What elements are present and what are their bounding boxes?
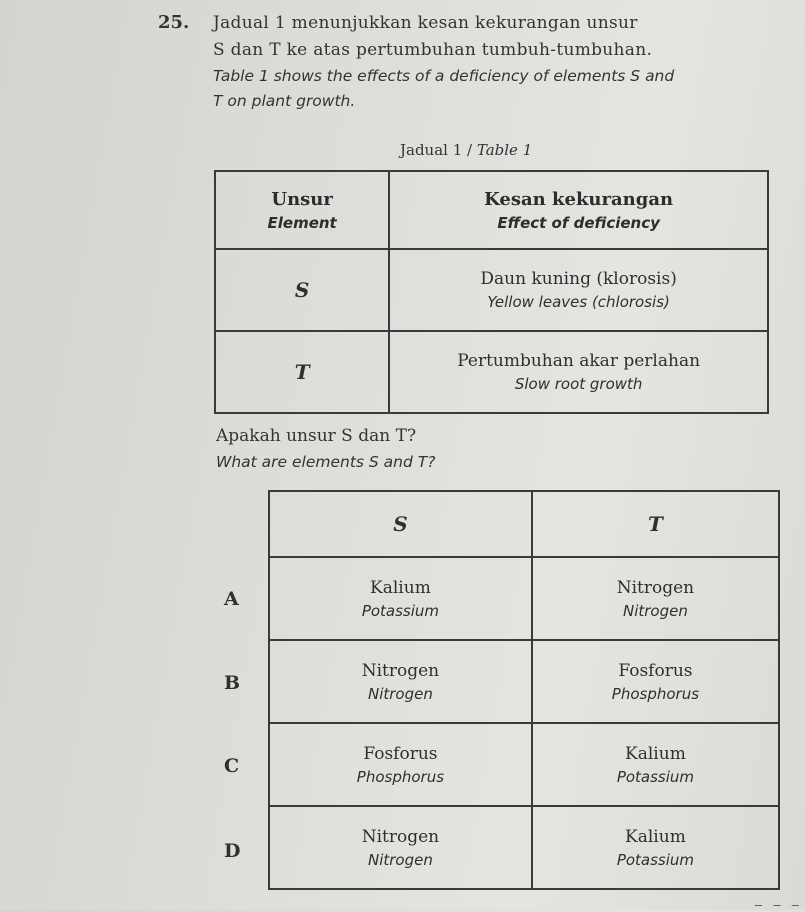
deficiency-table xyxy=(214,170,769,414)
option-s-english: Phosphorus xyxy=(356,767,445,786)
option-s-cell xyxy=(269,806,532,889)
option-t-malay: Fosforus xyxy=(618,660,693,681)
table-row xyxy=(215,331,768,413)
effect-cell xyxy=(389,331,768,413)
effect-malay: Pertumbuhan akar perlahan xyxy=(457,351,701,371)
option-t-malay: Kalium xyxy=(625,743,686,764)
option-t-english: Phosphorus xyxy=(611,684,700,703)
option-s-malay: Nitrogen xyxy=(361,826,440,847)
option-s-cell xyxy=(269,557,532,640)
options-header-s xyxy=(269,491,532,557)
question-prompt xyxy=(216,423,435,474)
option-letter-b[interactable]: B xyxy=(224,672,241,694)
option-t-cell xyxy=(532,640,779,723)
header-element-cell xyxy=(215,171,389,249)
question-number: 25. xyxy=(158,12,190,33)
option-t-english: Potassium xyxy=(616,767,695,786)
option-s-cell xyxy=(269,723,532,806)
answer-options-table xyxy=(268,490,780,890)
header-element-malay: Unsur xyxy=(271,188,333,210)
header-effect-cell xyxy=(389,171,768,249)
effect-english: Yellow leaves (chlorosis) xyxy=(487,293,670,311)
table-caption xyxy=(400,141,532,159)
stem-malay-line-2: S dan T ke atas pertumbuhan tumbuh-tumbuhan. xyxy=(213,40,653,60)
option-s-english: Nitrogen xyxy=(367,684,433,703)
stem-malay-line-1: Jadual 1 menunjukkan kesan kekurangan unsur xyxy=(213,13,638,33)
prompt-english: What are elements S and T? xyxy=(216,453,436,471)
option-s-english: Potassium xyxy=(361,601,440,620)
option-t-english: Nitrogen xyxy=(622,601,688,620)
question-stem xyxy=(213,10,793,114)
option-s-malay: Nitrogen xyxy=(361,660,440,681)
option-letter-c[interactable]: C xyxy=(224,755,240,777)
table-caption-english: Table 1 xyxy=(476,141,533,159)
options-header-t xyxy=(532,491,779,557)
option-t-malay: Kalium xyxy=(625,826,686,847)
table-caption-malay: Jadual 1 / xyxy=(400,141,473,159)
header-effect-malay: Kesan kekurangan xyxy=(484,188,674,210)
effect-english: Slow root growth xyxy=(514,375,643,393)
option-t-cell xyxy=(532,806,779,889)
prompt-malay: Apakah unsur S dan T? xyxy=(216,426,417,446)
option-t-cell xyxy=(532,557,779,640)
option-letter-d[interactable]: D xyxy=(224,840,241,862)
option-letter-a[interactable]: A xyxy=(224,588,239,610)
header-element-english: Element xyxy=(267,213,337,232)
table-row xyxy=(215,249,768,331)
element-cell xyxy=(215,249,389,331)
element-cell xyxy=(215,331,389,413)
header-s-label: S xyxy=(393,512,408,536)
option-t-cell xyxy=(532,723,779,806)
effect-malay: Daun kuning (klorosis) xyxy=(480,269,677,289)
option-t-malay: Nitrogen xyxy=(616,577,695,598)
option-s-english: Nitrogen xyxy=(367,850,433,869)
options-header xyxy=(269,491,779,557)
option-s-malay: Kalium xyxy=(370,577,431,598)
header-effect-english: Effect of deficiency xyxy=(497,213,660,232)
element-symbol: S xyxy=(294,278,310,302)
option-s-malay: Fosforus xyxy=(363,743,438,764)
stem-english-line-2: T on plant growth. xyxy=(213,92,356,110)
option-t-english: Potassium xyxy=(616,850,695,869)
page-edge-dashes: — — — xyxy=(754,898,801,912)
option-s-cell xyxy=(269,640,532,723)
option-row-c[interactable] xyxy=(269,723,779,806)
header-t-label: T xyxy=(647,512,663,536)
option-row-b[interactable] xyxy=(269,640,779,723)
deficiency-table-header xyxy=(215,171,768,249)
option-row-a[interactable] xyxy=(269,557,779,640)
element-symbol: T xyxy=(294,360,310,384)
stem-english-line-1: Table 1 shows the effects of a deficiency of elements S and xyxy=(213,67,675,85)
option-row-d[interactable] xyxy=(269,806,779,889)
effect-cell xyxy=(389,249,768,331)
